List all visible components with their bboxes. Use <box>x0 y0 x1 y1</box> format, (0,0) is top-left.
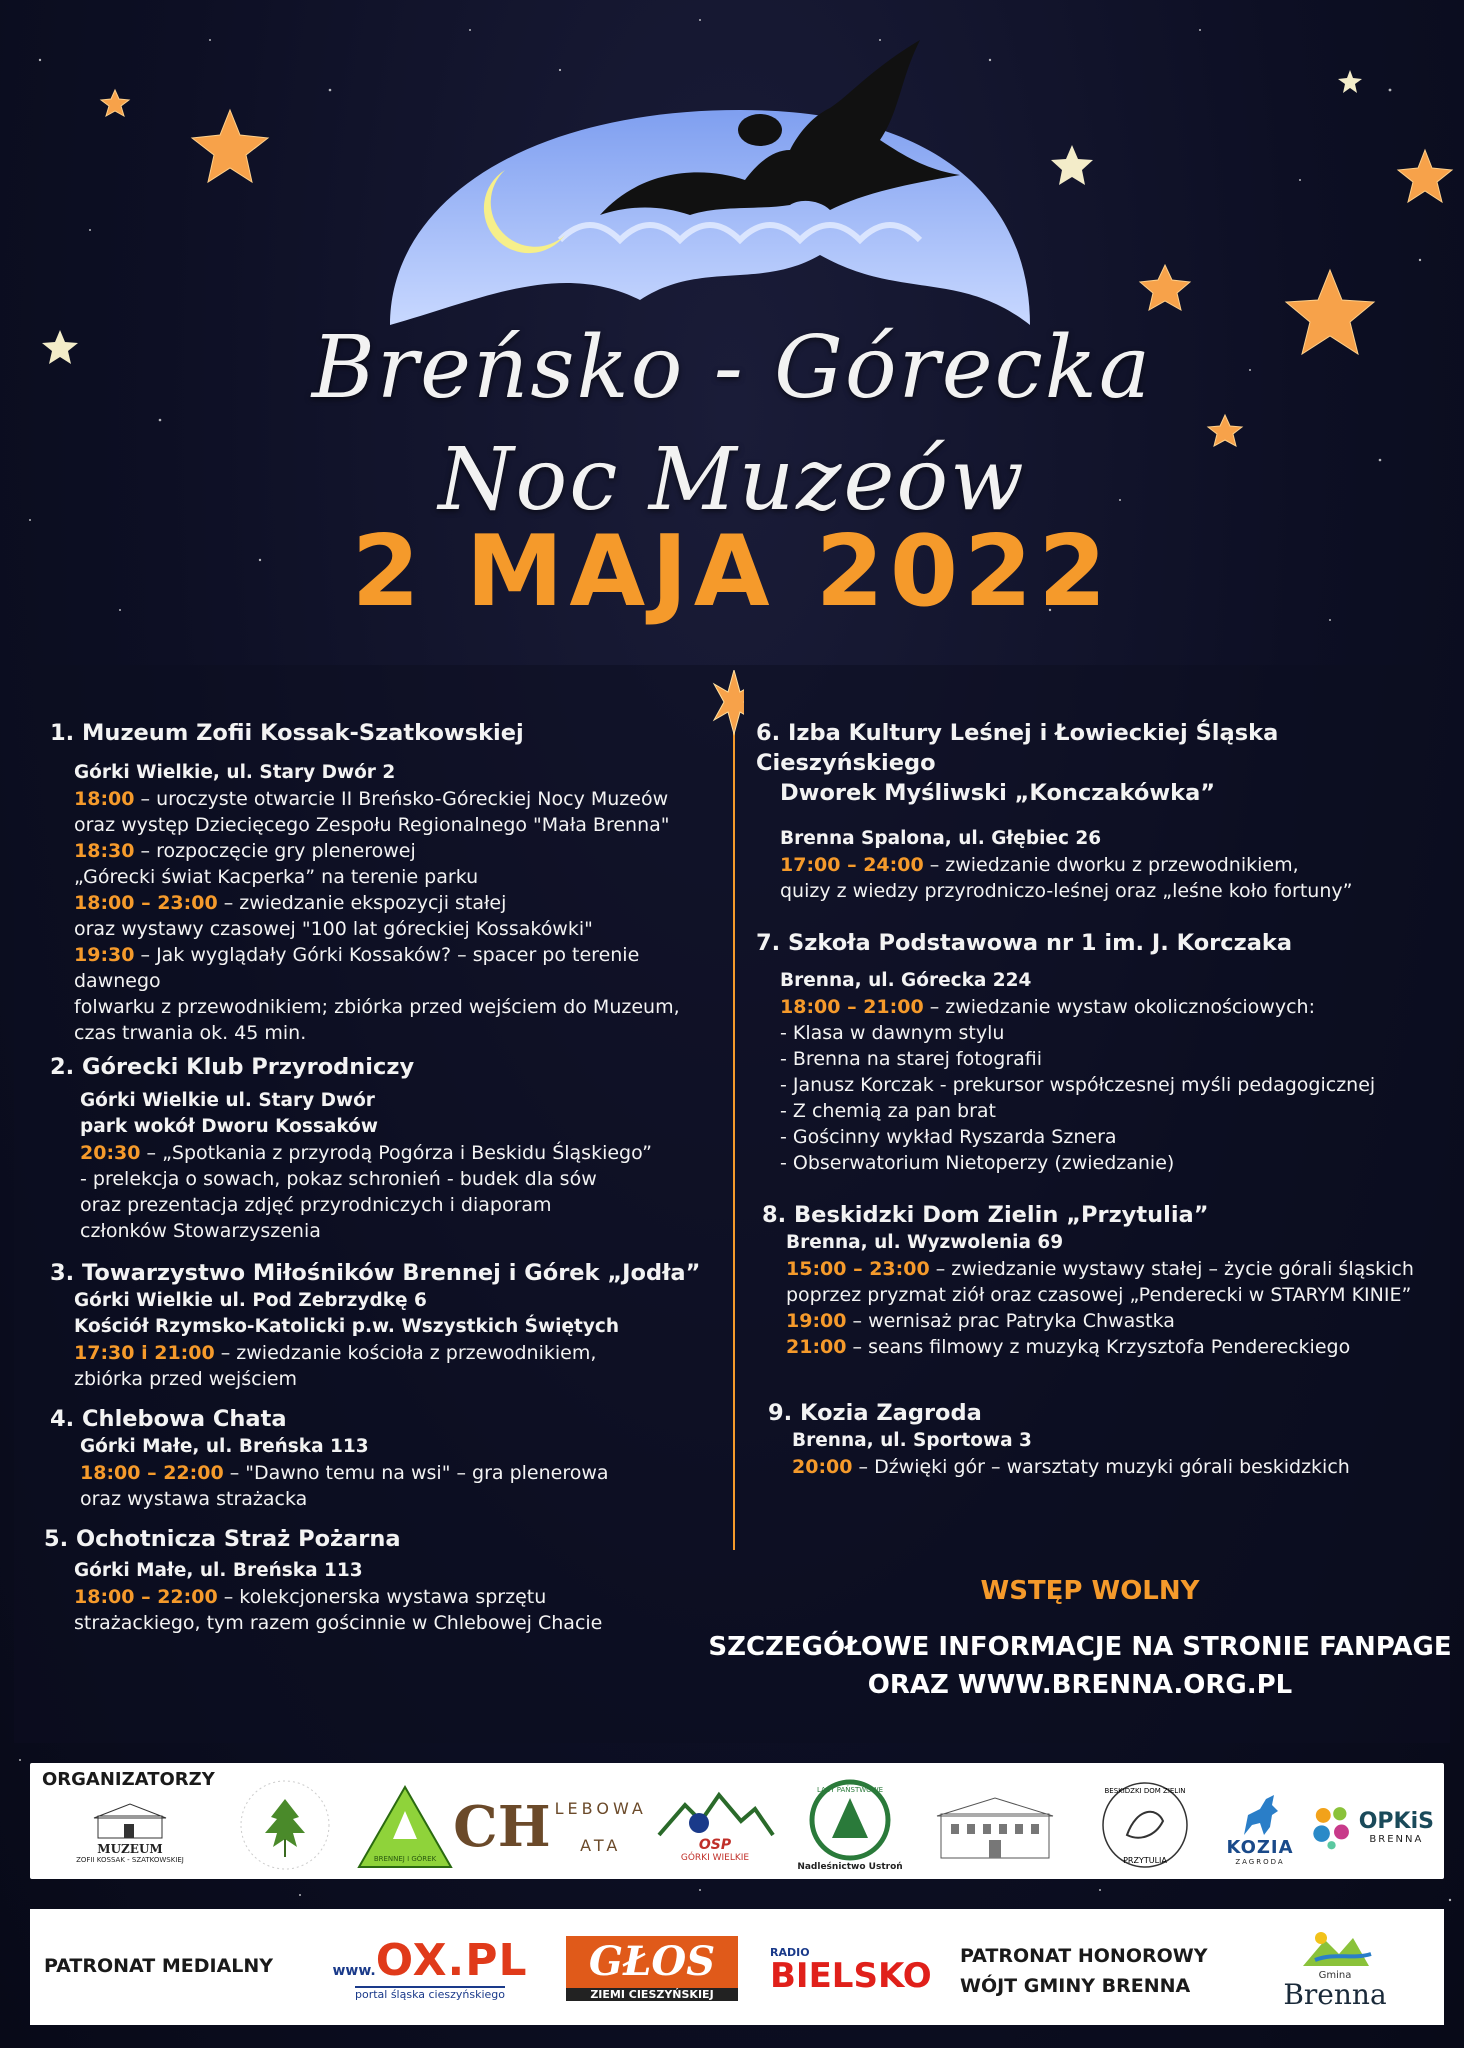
event-5-line: 18:00 – 22:00 – kolekcjonerska wystawa sprzętu <box>74 1586 547 1608</box>
przytulia-logo <box>1090 1775 1200 1875</box>
event-3-line: 17:30 i 21:00 – zwiedzanie kościoła z przewodnikiem, <box>74 1342 597 1364</box>
event-6 <box>756 718 1436 904</box>
radio-bielsko-logo: RADIO BIELSKO <box>770 1945 932 1996</box>
event-7-line: - Obserwatorium Nietoperzy (zwiedzanie) <box>780 1152 1175 1174</box>
event-1-line: 18:00 – 23:00 – zwiedzanie ekspozycji stałej <box>74 892 507 914</box>
event-8-line: 21:00 – seans filmowy z muzyką Krzysztofa Pendereckiego <box>786 1336 1351 1358</box>
star-icon <box>1140 265 1190 310</box>
jodla-logo <box>350 1781 460 1873</box>
event-1-title: 1. Muzeum Zofii Kossak-Szatkowskiej <box>50 720 524 746</box>
event-2 <box>50 1052 710 1244</box>
event-1-address: Górki Wielkie, ul. Stary Dwór 2 <box>74 762 396 783</box>
event-8-line: 15:00 – 23:00 – zwiedzanie wystawy stałej – życie górali śląskich <box>786 1258 1414 1280</box>
event-8-line: 19:00 – wernisaż prac Patryka Chwastka <box>786 1310 1175 1332</box>
event-2-line: - prelekcja o sowach, pokaz schronień - budek dla sów <box>80 1168 597 1190</box>
event-4 <box>50 1404 710 1512</box>
kozia-zagroda-logo: KOZIA ZAGRODA <box>1210 1785 1310 1871</box>
event-date: 2 MAJA 2022 <box>351 515 1113 629</box>
event-9-line: 20:00 – Dźwięki gór – warsztaty muzyki górali beskidzkich <box>792 1456 1350 1478</box>
chlebowa-chata-logo: CH LEBOWA ATA <box>453 1794 647 1860</box>
svg-text:PRZYTULIA: PRZYTULIA <box>1123 1856 1167 1865</box>
event-2-line: członków Stowarzyszenia <box>80 1220 321 1242</box>
glos-logo: GŁOS ZIEMI CIESZYŃSKIEJ <box>564 1931 740 2005</box>
event-3-address: Górki Wielkie ul. Pod Zebrzydkę 6 <box>74 1290 427 1311</box>
honor-patron-line2: WÓJT GMINY BRENNA <box>960 1975 1191 1997</box>
opkis-logo: OPKiS BRENNA <box>1310 1787 1434 1867</box>
event-1 <box>50 718 710 1046</box>
event-5-line: strażackiego, tym razem gościnnie w Chlebowej Chacie <box>74 1612 603 1634</box>
svg-text:BRENNEJ I GÓREK: BRENNEJ I GÓREK <box>373 1855 437 1863</box>
event-7-line: - Klasa w dawnym stylu <box>780 1022 1005 1044</box>
svg-text:LASY PAŃSTWOWE: LASY PAŃSTWOWE <box>816 1786 884 1794</box>
event-8-address: Brenna, ul. Wyzwolenia 69 <box>786 1232 1064 1253</box>
event-6-address: Brenna Spalona, ul. Głębiec 26 <box>780 828 1102 849</box>
event-1-line: oraz wystawy czasowej "100 lat góreckiej Kossakówki" <box>74 918 593 940</box>
event-8 <box>762 1200 1436 1360</box>
events-right-column <box>756 718 1436 1480</box>
organizers-label: ORGANIZATORZY <box>42 1769 215 1790</box>
event-7-line: - Gościnny wykład Ryszarda Sznera <box>780 1126 1117 1148</box>
event-1-line: „Górecki świat Kacperka” na terenie parku <box>74 866 479 888</box>
star-icon <box>101 90 129 116</box>
event-6-line: 17:00 – 24:00 – zwiedzanie dworku z przewodnikiem, <box>780 854 1299 876</box>
event-3-line: zbiórka przed wejściem <box>74 1368 298 1390</box>
event-2-line: oraz prezentacja zdjęć przyrodniczych i diaporam <box>80 1194 552 1216</box>
muzeum-logo: MUZEUM ZOFII KOSSAK - SZATKOWSKIEJ <box>60 1793 200 1873</box>
event-5 <box>44 1524 710 1636</box>
details-info <box>690 1628 1464 1704</box>
event-6-line: quizy z wiedzy przyrodniczo-leśnej oraz „leśne koło fortuny” <box>780 880 1353 902</box>
free-entry: WSTĘP WOLNY <box>980 1576 1200 1606</box>
event-1-line: czas trwania ok. 45 min. <box>74 1022 307 1044</box>
event-5-title: 5. Ochotnicza Straż Pożarna <box>44 1526 401 1552</box>
organizers-strip <box>30 1763 1444 1879</box>
event-3-title: 3. Towarzystwo Miłośników Brennej i Górek „Jodła” <box>50 1260 701 1286</box>
event-9-address: Brenna, ul. Sportowa 3 <box>792 1430 1032 1451</box>
event-2-address: Górki Wielkie ul. Stary Dwór <box>80 1090 375 1111</box>
event-6-title2: Dworek Myśliwski „Konczakówka” <box>780 780 1216 806</box>
gmina-brenna-logo: Gmina Brenna <box>1270 1919 1400 2019</box>
event-7-title: 7. Szkoła Podstawowa nr 1 im. J. Korczaka <box>756 930 1293 956</box>
event-4-title: 4. Chlebowa Chata <box>50 1406 287 1432</box>
event-5-address: Górki Małe, ul. Breńska 113 <box>74 1560 363 1581</box>
lasy-panstwowe-logo: LASY PAŃSTWOWE Nadleśnictwo Ustroń <box>790 1775 910 1875</box>
event-9-title: 9. Kozia Zagroda <box>768 1400 982 1426</box>
osp-logo: OSP GÓRKI WIELKIE <box>650 1787 780 1867</box>
media-patron-label: PATRONAT MEDIALNY <box>44 1955 274 1977</box>
star-icon <box>1398 150 1452 202</box>
event-4-line: 18:00 – 22:00 – "Dawno temu na wsi" – gra plenerowa <box>80 1462 609 1484</box>
event-7-address: Brenna, ul. Górecka 224 <box>780 970 1032 991</box>
event-4-address: Górki Małe, ul. Breńska 113 <box>80 1436 369 1457</box>
sparkler-divider <box>704 670 744 1550</box>
event-1-line: 19:30 – Jak wyglądały Górki Kossaków? – spacer po terenie dawnego <box>74 944 640 992</box>
ox-pl-logo: www.OX.PL portal śląska cieszyńskiego <box>332 1935 528 2001</box>
event-7-line: - Janusz Korczak - prekursor współczesnej myśli pedagogicznej <box>780 1074 1376 1096</box>
event-1-line: 18:00 – uroczyste otwarcie II Breńsko-Góreckiej Nocy Muzeów <box>74 788 669 810</box>
spark-star-icon <box>714 670 744 734</box>
star-icon <box>1051 145 1093 185</box>
event-4-line: oraz wystawa strażacka <box>80 1488 308 1510</box>
honor-patron <box>960 1941 1207 2001</box>
event-1-line: folwarku z przewodnikiem; zbiórka przed wejściem do Muzeum, <box>74 996 680 1018</box>
event-8-line: poprzez pryzmat ziół oraz czasowej „Penderecki w STARYM KINIE” <box>786 1284 1412 1306</box>
event-7 <box>756 928 1436 1176</box>
event-2-address2: park wokół Dworu Kossaków <box>80 1116 378 1137</box>
event-2-title: 2. Górecki Klub Przyrodniczy <box>50 1054 415 1080</box>
star-icon <box>1338 70 1362 93</box>
event-7-line: 18:00 – 21:00 – zwiedzanie wystaw okolicznościowych: <box>780 996 1315 1018</box>
star-icon <box>192 110 268 182</box>
event-7-line: - Z chemią za pan brat <box>780 1100 997 1122</box>
event-2-line: 20:30 – „Spotkania z przyrodą Pogórza i Beskidu Śląskiego” <box>80 1142 652 1164</box>
event-1-line: 18:30 – rozpoczęcie gry plenerowej <box>74 840 416 862</box>
details-line2: ORAZ WWW.BRENNA.ORG.PL <box>867 1670 1293 1700</box>
event-3-address2: Kościół Rzymsko-Katolicki p.w. Wszystkich Świętych <box>74 1316 620 1337</box>
event-8-title: 8. Beskidzki Dom Zielin „Przytulia” <box>762 1202 1209 1228</box>
szkola-logo <box>930 1791 1060 1867</box>
gorecki-klub-logo <box>230 1777 340 1873</box>
event-7-line: - Brenna na starej fotografii <box>780 1048 1043 1070</box>
event-6-title: 6. Izba Kultury Leśnej i Łowieckiej Śląska Cieszyńskiego <box>756 720 1279 776</box>
media-patrons-strip <box>30 1909 1444 2025</box>
event-3 <box>50 1258 710 1392</box>
honor-patron-line1: PATRONAT HONOROWY <box>960 1945 1208 1967</box>
event-title-line2: Noc Muzeów <box>438 430 1026 530</box>
event-1-line: oraz występ Dziecięcego Zespołu Regionalnego "Mała Brenna" <box>74 814 670 836</box>
svg-text:BESKIDZKI DOM ZIELIN: BESKIDZKI DOM ZIELIN <box>1104 1787 1186 1795</box>
event-9 <box>768 1398 1436 1480</box>
event-title-line1: Breńsko - Górecka <box>311 318 1153 418</box>
events-left-column <box>44 718 710 1636</box>
details-line1: SZCZEGÓŁOWE INFORMACJE NA STRONIE FANPAGE <box>708 1632 1452 1662</box>
